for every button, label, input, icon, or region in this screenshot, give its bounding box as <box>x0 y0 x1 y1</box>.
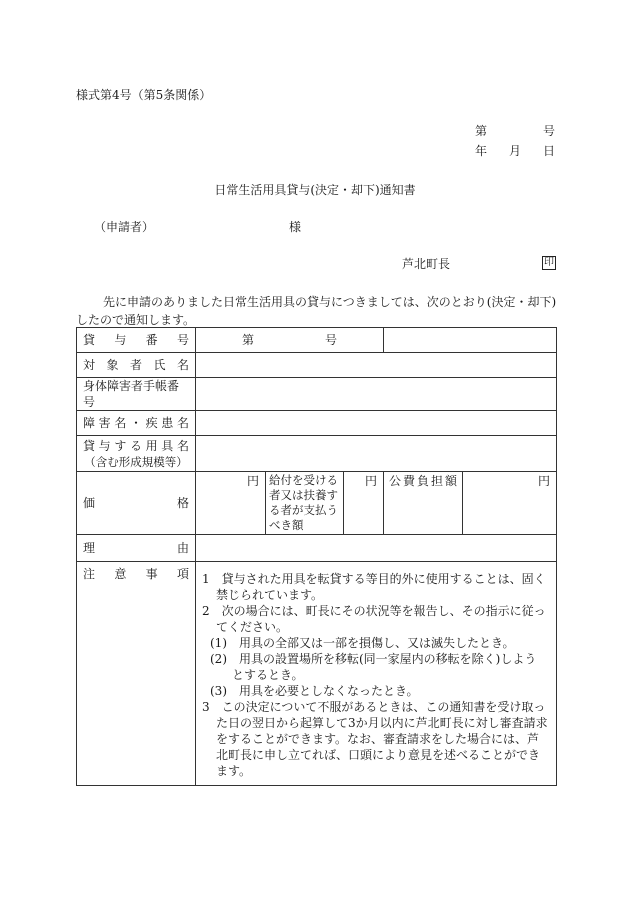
label-reason <box>77 535 196 562</box>
row-subject-name <box>77 353 557 378</box>
lbl-char: 名 <box>176 358 189 372</box>
price-yen: 円 <box>246 474 259 488</box>
lending-number-field <box>196 328 384 353</box>
lbl-char: 額 <box>444 474 457 488</box>
copay-field <box>344 472 384 535</box>
reason-field <box>196 535 557 562</box>
lbl-char: 貸 <box>83 438 96 453</box>
intro-line-2: したので通知します。 <box>76 313 196 327</box>
lbl-char: 項 <box>176 567 189 581</box>
applicant-honorific: 様 <box>289 220 302 234</box>
note-1: 1 貸与された用具を転貸する等目的外に使用することは、固く禁じられています。 <box>202 572 546 602</box>
seal-mark <box>542 254 556 270</box>
lbl-char: 号 <box>176 333 189 347</box>
note-2: 2 次の場合には、町長にその状況等を報告し、その指示に従ってください。 <box>202 604 546 634</box>
subject-name-field <box>196 353 557 378</box>
lbl-char: 番 <box>145 333 158 347</box>
issuer-name: 芦北町長 <box>402 257 451 271</box>
lbl-char: 価 <box>83 496 96 510</box>
date-year: 年 <box>475 144 488 158</box>
public-share-field <box>463 472 557 535</box>
lbl-char: 貸 <box>83 333 96 347</box>
intro-line-1: 先に申請のありました日常生活用具の貸与につきましては、次のとおり(決定・却下) <box>103 295 557 309</box>
label-subject-name <box>77 353 196 378</box>
lbl-char: 与 <box>98 438 111 453</box>
lbl-char: 費 <box>403 474 416 488</box>
lbl-char: ・ <box>129 416 142 430</box>
document-title: 日常生活用具貸与(決定・却下)通知書 <box>214 183 416 197</box>
lbl-char: 事 <box>145 567 158 581</box>
lbl-char: 氏 <box>153 358 166 372</box>
note-2-2: (2) 用具の設置場所を移転(同一家屋内の移転を除く)しようとするとき。 <box>210 652 537 682</box>
doc-no-prefix: 第 <box>475 124 488 138</box>
lbl-char: 名 <box>176 416 189 430</box>
lbl-char: 害 <box>98 416 111 430</box>
lbl-char: 注 <box>83 567 96 581</box>
lbl-char: 疾 <box>145 416 158 430</box>
label-notes <box>77 562 196 786</box>
lbl-char: 用 <box>145 438 158 453</box>
lbl-char: 名 <box>114 416 127 430</box>
lbl-char: 患 <box>161 416 174 430</box>
applicant-label: （申請者） <box>94 220 155 234</box>
lbl-char: 名 <box>176 438 189 453</box>
issue-date <box>475 142 555 159</box>
note-2-3: (3) 用具を必要としなくなったとき。 <box>210 684 419 698</box>
row-price <box>77 472 557 535</box>
lbl-char: 対 <box>83 358 96 372</box>
lending-number-blank <box>384 328 557 353</box>
notes-content <box>196 562 557 786</box>
handbook-number-field <box>196 378 557 411</box>
lbl-char: る <box>129 438 142 453</box>
note-2-1: (1) 用具の全部又は一部を損傷し、又は滅失したとき。 <box>210 636 515 650</box>
item-name-field <box>196 436 557 472</box>
public-yen: 円 <box>538 474 551 488</box>
disability-field <box>196 411 557 436</box>
lending-no-prefix: 第 <box>242 333 255 347</box>
label-copay: 給付を受ける者又は扶養する者が支払うべき額 <box>266 472 344 535</box>
document-number <box>475 122 555 139</box>
lbl-char: 与 <box>114 333 127 347</box>
lbl-char: 担 <box>430 474 443 488</box>
row-item-name <box>77 436 557 472</box>
row-disability <box>77 411 557 436</box>
lbl-char: 具 <box>161 438 174 453</box>
date-month: 月 <box>508 144 521 158</box>
note-3: 3 この決定について不服があるときは、この通知書を受け取った日の翌日から起算して3か月以内に芦北町長に対し審査請求をすることができます。なお、審査請求をした場合には、芦北町長に申し立てれば、口頭により意見を述べることができます。 <box>202 700 548 778</box>
lbl-char: 負 <box>417 474 430 488</box>
label-lending-number <box>77 328 196 353</box>
label-handbook-number: 身体障害者手帳番号 <box>77 378 196 411</box>
lbl-char: 者 <box>129 358 142 372</box>
row-reason <box>77 535 557 562</box>
lending-no-suffix: 号 <box>325 333 338 347</box>
lbl-char: 意 <box>114 567 127 581</box>
row-handbook-number <box>77 378 557 411</box>
label-item-name-note: （含む形成規模等） <box>84 454 188 469</box>
lbl-char: す <box>114 438 127 453</box>
copay-yen: 円 <box>365 474 378 488</box>
form-number: 様式第4号（第5条関係） <box>76 88 212 102</box>
doc-no-suffix: 号 <box>542 124 555 138</box>
price-field <box>196 472 266 535</box>
row-notes <box>77 562 557 786</box>
notification-table <box>76 327 557 786</box>
label-disability <box>77 411 196 436</box>
lbl-char: 由 <box>176 541 189 555</box>
lbl-char: 公 <box>389 474 402 488</box>
row-lending-number <box>77 328 557 353</box>
lbl-char: 障 <box>83 416 96 430</box>
label-item-name <box>77 436 196 472</box>
lbl-char: 象 <box>106 358 119 372</box>
label-public-share <box>384 472 463 535</box>
label-price <box>77 472 196 535</box>
lbl-char: 理 <box>83 541 96 555</box>
lbl-char: 格 <box>176 496 189 510</box>
seal-stamp: 印 <box>544 257 554 268</box>
date-day: 日 <box>542 144 555 158</box>
